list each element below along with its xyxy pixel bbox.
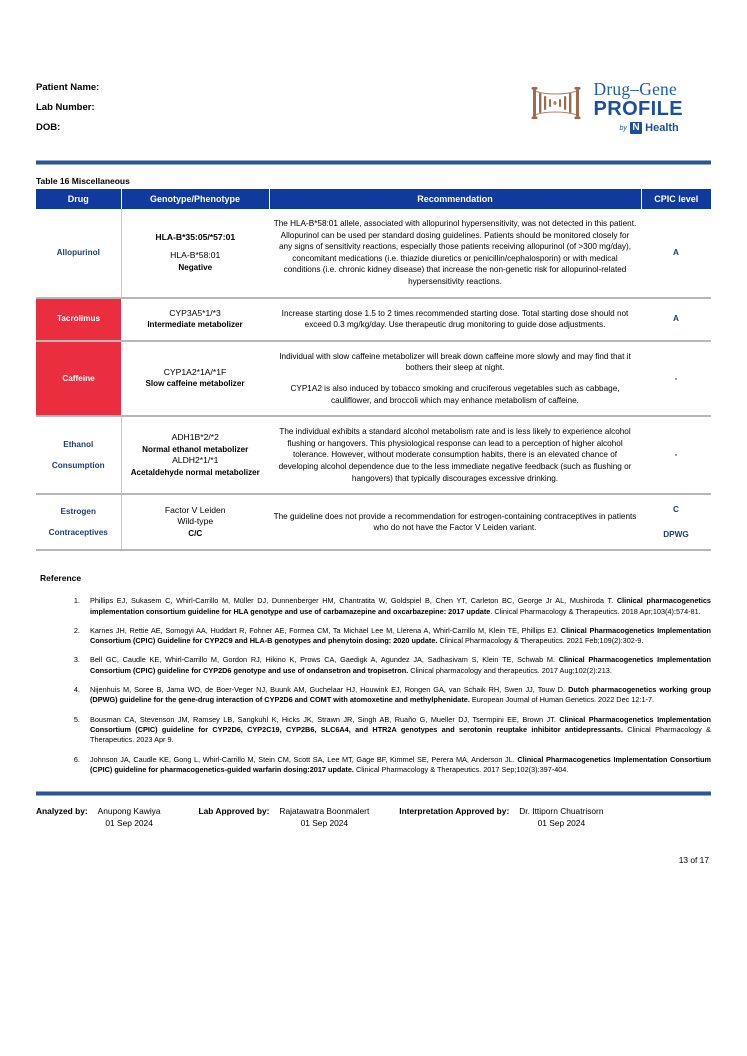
cpic-level-value: C xyxy=(673,505,679,515)
reference-authors: Karnes JH, Rettie AE, Somogyi AA, Huddart R, Fohner AE, Formea CM, Ta Michael Lee M, Llerena A, Whirl-Carrillo M, Klein TE, Phillips EJ. xyxy=(90,625,561,635)
list-item xyxy=(82,685,711,706)
miscellaneous-results-table xyxy=(36,189,711,551)
lab-approved-by-label: Lab Approved by: xyxy=(198,806,270,817)
phenotype-label-b: Acetaldehyde normal metabolizer xyxy=(130,467,260,477)
reference-title: Clinical Pharmacogenetics Implementation Consortium (CPIC) guideline for CYP2D6 genotype and use of ondansetron and tropisetron. xyxy=(90,655,711,675)
table-row xyxy=(36,416,711,494)
phenotype-label: C/C xyxy=(188,528,203,538)
genotype-primary-b: ALDH2*1/*1 xyxy=(172,455,219,466)
table-row xyxy=(36,341,711,416)
analyzed-by-value xyxy=(98,805,161,829)
references-heading: Reference xyxy=(40,573,82,584)
reference-authors: Johnson JA, Caudle KE, Gong L, Whirl-Carrillo M, Stein CM, Scott SA, Lee MT, Gage BF, Kimmel SE, Perera MA, Anderson JL. xyxy=(90,754,518,764)
reference-authors: Nijenhuis M, Soree B, Jama WO, de Boer-Veger NJ, Buunk AM, Guchelaar HJ, Houwink EJ, Rongen GA, van Schaik RH, Swen JJ, Touw D. xyxy=(90,685,569,695)
recommendation-text: The guideline does not provide a recommendation for estrogen-containing contraceptives in patients who do not have the Factor V Leiden variant. xyxy=(273,511,637,533)
drug-name-line-2: Contraceptives xyxy=(48,528,108,538)
list-item xyxy=(82,755,711,776)
phenotype-label: Negative xyxy=(178,263,213,273)
column-header-recommendation: Recommendation xyxy=(269,189,641,209)
brand-logo xyxy=(531,78,711,134)
cpic-level-cell: A xyxy=(641,298,711,341)
recommendation-text-2: CYP1A2 is also induced by tobacco smoking and cruciferous vegetables such as cabbage, cauliflower, and broccoli which may enhance metabolism of caffeine. xyxy=(290,383,620,405)
header-divider xyxy=(36,160,711,165)
interpretation-approved-by-name: Dr. Ittiporn Chuatrisorn xyxy=(519,806,604,817)
reference-title: Clinical Pharmacogenetics Implementation Consortium (CPIC) Guideline for CYP2C9 and HLA-B genotypes and phenytoin dosing: 2020 update. xyxy=(90,625,711,646)
reference-title: Clinical pharmacogenetics implementation consortium guideline for HLA genotype and use of carbamazepine and oxcarbazepine: 2017 update xyxy=(90,596,711,616)
cpic-level-cell: - xyxy=(641,341,711,416)
genotype-primary: CYP1A2*1A/*1F xyxy=(163,366,227,377)
cpic-guideline-source: DPWG xyxy=(663,529,689,539)
table-header-row xyxy=(36,189,711,209)
n-health-badge-icon: N xyxy=(630,122,642,134)
patient-info-block xyxy=(36,78,99,138)
recommendation-text: Increase starting dose 1.5 to 2 times recommended starting dose. Total starting dose should not exceed 0.3 mg/kg/day. Use therapeutic drug monitoring to guide dose adjustments. xyxy=(281,308,629,330)
genotype-primary: Factor V Leiden xyxy=(164,504,226,515)
references-list xyxy=(36,596,711,775)
reference-title: Dutch pharmacogenetics working group (DPWG) guideline for the gene-drug interaction of CYP2D6 and COMT with atomoxetine and methylphenidate. xyxy=(90,685,712,705)
reference-authors: Bell GC, Caudle KE, Whirl-Carrillo M, Gordon RJ, Hikino K, Prows CA, Gaedigk A, Agundez JA, Sadhasivam S, Klein TE, Schwab M. xyxy=(90,655,559,665)
logo-line-drug-gene: Drug–Gene xyxy=(593,79,677,99)
genotype-primary: ADH1B*2/*2 xyxy=(171,431,219,442)
reference-source: Clinical pharmacology and therapeutics. 2017 Aug;102(2):213. xyxy=(408,665,612,675)
table-row xyxy=(36,494,711,550)
reference-source: Clinical Pharmacology & Therapeutics. 2021 Feb;109(2):302-9. xyxy=(437,636,644,646)
reference-source: . Clinical Pharmacology & Therapeutics. 2018 Apr;103(4):574-81. xyxy=(490,606,701,616)
dna-helix-icon xyxy=(531,80,587,126)
reference-source: Clinical Pharmacology & Therapeutics. 2017 Sep;102(3):397-404. xyxy=(353,764,569,774)
drug-name-line-2: Consumption xyxy=(51,461,105,471)
recommendation-cell xyxy=(269,416,641,494)
reference-source: Clinical Pharmacology & Therapeutics. 2023 Apr 9. xyxy=(90,724,711,745)
recommendation-text: The individual exhibits a standard alcohol metabolism rate and is less likely to experience alcohol flushing or hangovers. This physiological response can lead to a perception of higher alcohol tolerance. However, without moderate consumption habits, there is an elevated chance of developing alcohol dependence due to the less immediate negative feedback (such as flushing or hangovers) that typically discourages excessive drinking. xyxy=(278,427,632,483)
genotype-cell xyxy=(121,209,269,298)
recommendation-cell xyxy=(269,209,641,298)
analyzed-by-name: Anupong Kawiya xyxy=(97,806,161,817)
drug-name-cell: Tacrolimus xyxy=(36,298,121,341)
genotype-secondary: Wild-type xyxy=(177,516,214,527)
genotype-cell xyxy=(121,416,269,494)
recommendation-cell xyxy=(269,494,641,550)
interpretation-approved-by-value xyxy=(519,805,603,829)
genotype-cell xyxy=(121,494,269,550)
analyzed-by-group xyxy=(36,805,161,829)
recommendation-text: The HLA-B*58:01 allele, associated with allopurinol hypersensitivity, was not detected in this patient. Allopurinol can be used per standard dosing guidelines. Patients should be monitored closely for any signs of sensitivity reactions, especially those patients receiving allopurinol (of >300 mg/day), concomitant medications (i.e. thiazide diuretics or penicillin/cephalosporin) or with medical conditions (i.e. chronic kidney disease) that increase the non-genetic risk for allopurinol-related hypersensitivity reactions. xyxy=(273,219,637,286)
document-header xyxy=(36,0,711,138)
drug-name-cell: Caffeine xyxy=(36,341,121,416)
column-header-genotype: Genotype/Phenotype xyxy=(121,189,269,209)
lab-approved-by-date: 01 Sep 2024 xyxy=(300,818,349,829)
interpretation-approved-by-label: Interpretation Approved by: xyxy=(399,806,510,817)
reference-authors: Phillips EJ, Sukasem C, Whirl-Carrillo M, Müller DJ, Dunnenberger HM, Chantratita W, Goldspiel B, Chen YT, Carleton BC, George Jr AL, Mushiroda T. xyxy=(90,596,617,606)
genotype-secondary: HLA-B*58:01 xyxy=(170,250,221,261)
lab-number-label: Lab Number: xyxy=(36,102,95,113)
reference-title: Clinical Pharmacogenetics Implementation Consortium (CPIC) guideline for CYP2D6, CYP2C19, CYP2B6, SLC6A4, and HTR2A genotypes and serotonin reuptake inhibitor antidepressants. xyxy=(90,714,711,734)
recommendation-text: Individual with slow caffeine metabolizer will break down caffeine more slowly and may find that it bothers their sleep at night. xyxy=(279,351,631,373)
table-row xyxy=(36,209,711,298)
analyzed-by-label: Analyzed by: xyxy=(36,806,88,817)
dob-label: DOB: xyxy=(36,122,61,133)
reference-authors: Bousman CA, Stevenson JM, Ramsey LB, Sangkuhl K, Hicks JK, Strawn JR, Singh AB, Ruaño G, Mueller DJ, Tsermpini EE, Brown JT. xyxy=(90,714,560,724)
table-caption: Table 16 Miscellaneous xyxy=(36,176,130,186)
drug-name-cell xyxy=(36,416,121,494)
footer-divider xyxy=(36,791,711,796)
patient-name-label: Patient Name: xyxy=(36,82,100,93)
genotype-primary: HLA-B*35:05/*57:01 xyxy=(155,231,236,242)
analyzed-by-date: 01 Sep 2024 xyxy=(105,818,153,829)
phenotype-label: Intermediate metabolizer xyxy=(147,320,243,330)
interpretation-approved-by-date: 01 Sep 2024 xyxy=(537,818,586,829)
drug-name-line-1: Ethanol xyxy=(63,439,94,449)
spacer xyxy=(40,450,117,460)
reference-title: Clinical Pharmacogenetics Implementation Consortium (CPIC) guideline for pharmacogenetics-guided warfarin dosing:2017 update. xyxy=(90,754,711,774)
signoff-bar xyxy=(36,805,711,829)
drug-name-cell: Allopurinol xyxy=(36,209,121,298)
recommendation-cell xyxy=(269,341,641,416)
reference-source: European Journal of Human Genetics. 2022 Dec 12:1-7. xyxy=(469,695,655,705)
table-row xyxy=(36,298,711,341)
cpic-level-cell: - xyxy=(641,416,711,494)
spacer xyxy=(40,517,117,527)
logo-health-text: Health xyxy=(645,121,679,134)
phenotype-label: Slow caffeine metabolizer xyxy=(145,379,245,389)
lab-approved-by-name: Rajatawatra Boonmalert xyxy=(279,806,370,817)
column-header-drug: Drug xyxy=(36,189,121,209)
drug-name-line-1: Estrogen xyxy=(60,506,96,516)
page-number: 13 of 17 xyxy=(678,855,709,866)
cpic-level-cell xyxy=(641,494,711,550)
cpic-level-cell: A xyxy=(641,209,711,298)
lab-approved-by-value xyxy=(279,805,369,829)
phenotype-label: Normal ethanol metabolizer xyxy=(142,444,249,454)
list-item xyxy=(82,626,711,647)
logo-by-row xyxy=(594,122,683,134)
lab-approved-by-group xyxy=(199,805,370,829)
list-item xyxy=(82,655,711,676)
genotype-primary: CYP3A5*1/*3 xyxy=(169,307,221,318)
logo-wordmark xyxy=(594,80,683,134)
spacer xyxy=(126,243,266,250)
genotype-cell xyxy=(121,298,269,341)
list-item xyxy=(82,596,711,617)
recommendation-cell xyxy=(269,298,641,341)
drug-name-cell xyxy=(36,494,121,550)
list-item xyxy=(82,715,711,746)
column-header-cpic-level: CPIC level xyxy=(641,189,711,209)
logo-line-profile: PROFILE xyxy=(593,98,683,120)
genotype-cell xyxy=(121,341,269,416)
interpretation-approved-by-group xyxy=(399,805,603,829)
logo-by-text: by xyxy=(619,124,627,132)
